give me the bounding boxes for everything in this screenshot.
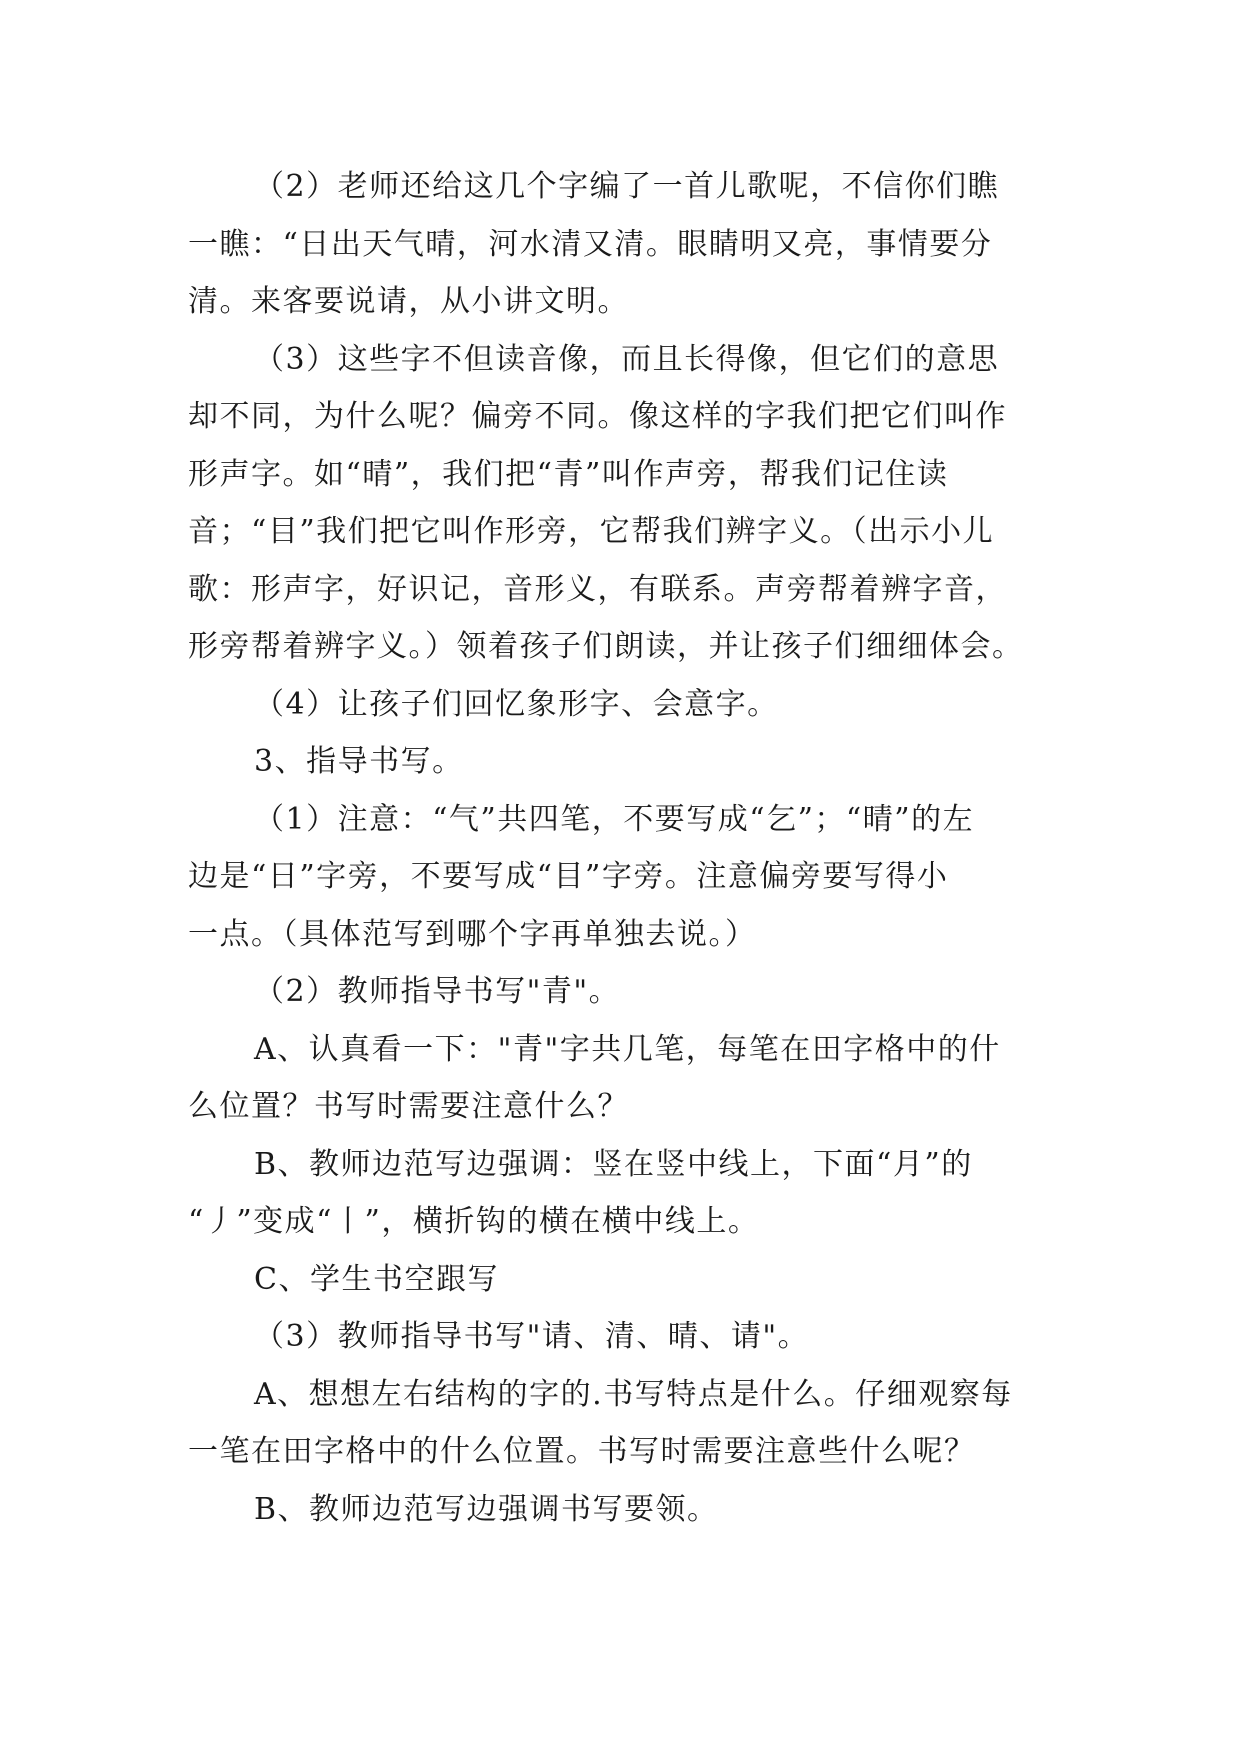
text-line: 一瞧：“日出天气晴，河水清又清。眼睛明又亮，事情要分 [188, 226, 993, 262]
text-line: 边是“日”字旁，不要写成“目”字旁。注意偏旁要写得小 [188, 859, 949, 894]
text-line: （1）注意：“气”共四笔，不要写成“乞”；“晴”的左 [254, 801, 975, 837]
text-line: 3、指导书写。 [254, 744, 464, 779]
text-line: （4）让孩子们回忆象形字、会意字。 [254, 686, 779, 722]
text-line: A、想想左右结构的字的.书写特点是什么。仔细观察每 [254, 1376, 1013, 1412]
text-line: （3）教师指导书写"请、清、晴、请"。 [254, 1319, 810, 1354]
text-line: “丿”变成“丨”，横折钩的横在横中线上。 [188, 1204, 760, 1239]
text-line: （2）老师还给这几个字编了一首儿歌呢，不信你们瞧 [254, 169, 1000, 204]
text-line: B、教师边范写边强调书写要领。 [254, 1491, 719, 1527]
text-line: （3）这些字不但读音像，而且长得像，但它们的意思 [254, 341, 1000, 377]
text-line: B、教师边范写边强调：竖在竖中线上，下面“月”的 [254, 1146, 973, 1182]
text-line: 么位置？书写时需要注意什么？ [188, 1089, 629, 1124]
text-line: （2）教师指导书写"青"。 [254, 974, 621, 1009]
text-line: 歌：形声字，好识记，音形义，有联系。声旁帮着辨字音， [188, 571, 1007, 607]
text-line: 却不同，为什么呢？偏旁不同。像这样的字我们把它们叫作 [188, 399, 1007, 434]
text-line: 一笔在田字格中的什么位置。书写时需要注意些什么呢？ [188, 1434, 976, 1469]
text-line: 清。来客要说请，从小讲文明。 [188, 284, 629, 319]
text-line: 音；“目”我们把它叫作形旁，它帮我们辨字义。（出示小儿 [188, 514, 995, 549]
body-text [188, 158, 1068, 1538]
text-line: 一点。（具体范写到哪个字再单独去说。） [188, 916, 757, 952]
text-line: 形旁帮着辨字义。）领着孩子们朗读，并让孩子们细细体会。 [188, 629, 1024, 664]
text-line: A、认真看一下："青"字共几笔，每笔在田字格中的什 [254, 1031, 1001, 1067]
text-line: C、学生书空跟写 [254, 1261, 499, 1297]
text-line: 形声字。如“晴”，我们把“青”叫作声旁，帮我们记住读 [188, 456, 949, 492]
